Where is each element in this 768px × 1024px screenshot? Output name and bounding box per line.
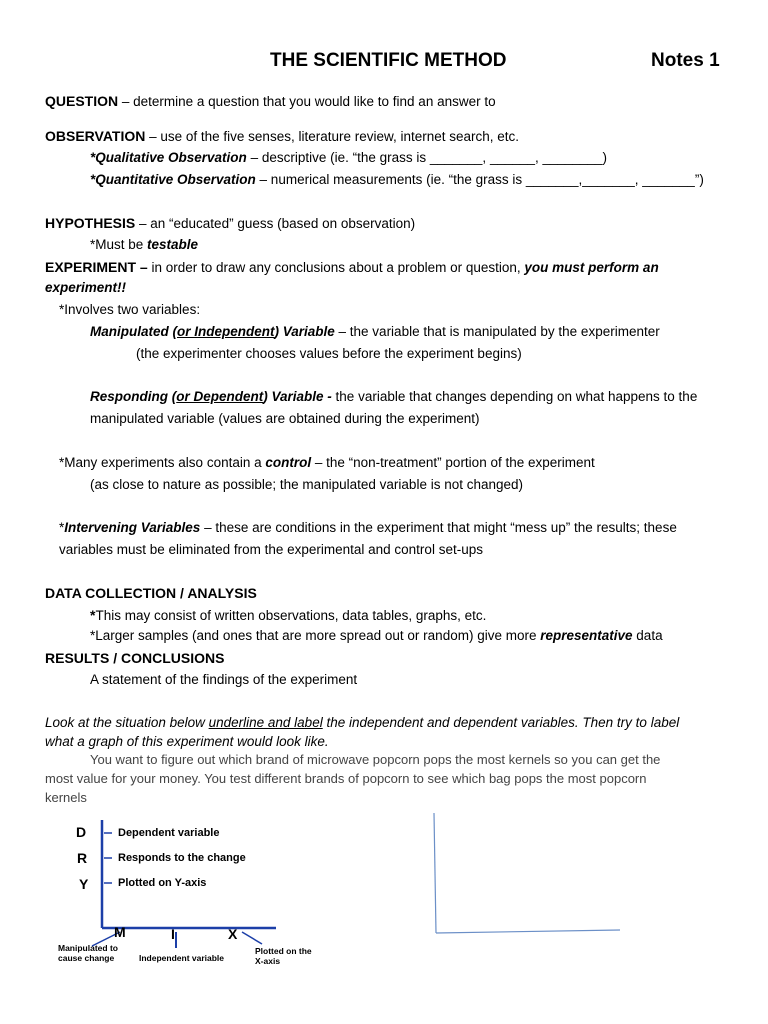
scenario-line-2: most value for your money. You test different brands of popcorn to see which bag pops the most popcorn	[45, 771, 647, 786]
control-prefix: *Many experiments also contain a	[59, 455, 266, 470]
control-line	[59, 455, 595, 470]
experiment-emph: you must perform an	[524, 260, 659, 275]
x-label-1: Plotted on the	[255, 946, 312, 956]
quantitative-term: *Quantitative Observation	[90, 172, 256, 187]
data-line-2-text: *Larger samples (and ones that are more spread out or random) give more	[90, 628, 541, 643]
data-line-2-end: data	[632, 628, 663, 643]
dry-mix-diagram	[44, 810, 324, 970]
activity-instructions-2: what a graph of this experiment would look like.	[45, 734, 329, 749]
intervening-word: Intervening Variables	[64, 520, 201, 535]
observation-line	[45, 128, 519, 144]
data-line-2	[90, 628, 663, 643]
instr-underline: underline and label	[208, 715, 323, 730]
intervening-prefix: *	[59, 520, 65, 535]
manipulated-term-c: ) Variable	[274, 324, 335, 339]
data-line-1-text: This may consist of written observations, data tables, graphs, etc.	[95, 608, 487, 623]
testable-line	[90, 237, 198, 252]
responding-def-2: manipulated variable (values are obtained during the experiment)	[90, 411, 480, 426]
hypothesis-line	[45, 215, 415, 231]
experiment-term: EXPERIMENT –	[45, 259, 148, 275]
question-def: – determine a question that you would like to find an answer to	[118, 94, 496, 109]
question-line	[45, 93, 496, 109]
manipulated-sub: (the experimenter chooses values before the experiment begins)	[136, 346, 522, 361]
experiment-def: in order to draw any conclusions about a problem or question,	[147, 260, 525, 275]
control-def: – the “non-treatment” portion of the experiment	[311, 455, 595, 470]
intervening-def: – these are conditions in the experiment that might “mess up” the results; these	[200, 520, 677, 535]
quantitative-line	[90, 172, 704, 187]
scenario-line-1: You want to figure out which brand of microwave popcorn pops the most kernels so you can get the	[90, 752, 661, 767]
blank-y-axis	[434, 813, 436, 933]
observation-def: – use of the five senses, literature review, internet search, etc.	[145, 129, 520, 144]
responding-term-a: Responding (	[90, 389, 177, 404]
i-label: Independent variable	[139, 953, 225, 963]
qualitative-def: – descriptive (ie. “the grass is _______, ______, ________)	[246, 150, 608, 165]
intervening-def-2: variables must be eliminated from the experimental and control set-ups	[59, 542, 483, 557]
r-label: Responds to the change	[118, 852, 246, 864]
involves-line: *Involves two variables:	[59, 302, 201, 317]
activity-instructions	[45, 715, 679, 730]
letter-m: M	[114, 924, 126, 940]
intervening-line	[59, 520, 677, 535]
manipulated-line	[90, 324, 660, 339]
data-star: *	[90, 607, 96, 623]
quantitative-def: – numerical measurements (ie. “the grass is _______,_______, _______”)	[255, 172, 704, 187]
experiment-emph-2: experiment!!	[45, 280, 127, 295]
hypothesis-def: – an “educated” guess (based on observation)	[135, 216, 416, 231]
hypothesis-term: HYPOTHESIS	[45, 215, 136, 231]
d-label: Dependent variable	[118, 827, 220, 839]
question-term: QUESTION	[45, 93, 119, 109]
responding-line	[90, 389, 697, 404]
responding-term-b: or Dependent	[176, 389, 264, 404]
data-line-1	[90, 607, 486, 623]
qualitative-line	[90, 150, 607, 165]
x-label-2: X-axis	[255, 956, 281, 966]
observation-term: OBSERVATION	[45, 128, 146, 144]
m-label-1: Manipulated to	[58, 943, 118, 953]
testable-word: testable	[147, 237, 199, 252]
qualitative-term: *Qualitative Observation	[90, 150, 247, 165]
manipulated-term-a: Manipulated (	[90, 324, 177, 339]
letter-d: D	[76, 824, 87, 840]
control-word: control	[265, 455, 312, 470]
m-label-2: cause change	[58, 953, 115, 963]
responding-def: the variable that changes depending on what happens to the	[331, 389, 698, 404]
page-title: THE SCIENTIFIC METHOD	[270, 50, 507, 71]
letter-i: I	[171, 926, 175, 942]
x-pointer	[242, 932, 262, 944]
scenario-line-3: kernels	[45, 790, 87, 805]
manipulated-term-b: or Independent	[177, 324, 275, 339]
representative-word: representative	[540, 628, 633, 643]
instr-b: the independent and dependent variables. Then try to label	[322, 715, 680, 730]
letter-r: R	[77, 850, 88, 866]
results-term: RESULTS / CONCLUSIONS	[45, 650, 225, 666]
blank-x-axis	[436, 930, 620, 933]
notes-label: Notes 1	[651, 50, 720, 71]
control-sub: (as close to nature as possible; the manipulated variable is not changed)	[90, 477, 524, 492]
data-term: DATA COLLECTION / ANALYSIS	[45, 585, 257, 601]
results-def: A statement of the findings of the experiment	[90, 672, 358, 687]
letter-x: X	[228, 926, 238, 942]
manipulated-def: – the variable that is manipulated by the experimenter	[334, 324, 660, 339]
y-label: Plotted on Y-axis	[118, 877, 207, 889]
blank-answer-graph	[420, 805, 640, 945]
letter-y: Y	[79, 876, 89, 892]
instr-a: Look at the situation below	[45, 715, 209, 730]
testable-prefix: *Must be	[90, 237, 148, 252]
experiment-line	[45, 259, 659, 275]
responding-term-c: ) Variable -	[263, 389, 332, 404]
